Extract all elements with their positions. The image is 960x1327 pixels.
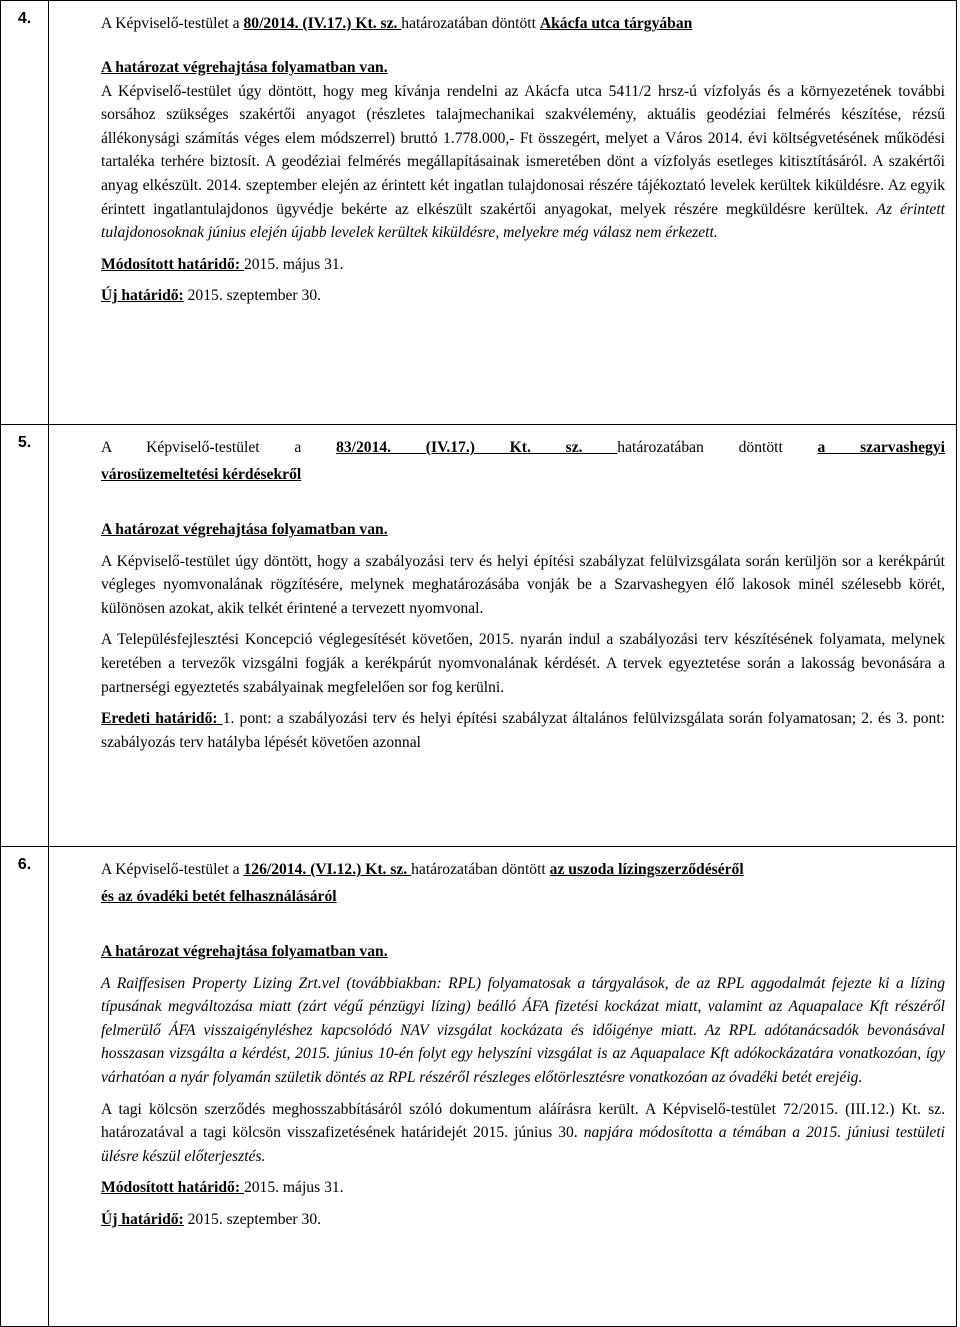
- body-paragraph: A Településfejlesztési Koncepció véglegesítését követően, 2015. nyarán indul a szabályozási terv készítésének folyamata, melynek keretében a tervezők vizsgálni fogják a kerékpárút nyomvonalának kérdését. A tervek egyeztetése során a lakosság bevonására a partnerségi egyeztetés szabályainak megfelelően sor fog kerülni.: [101, 631, 945, 696]
- item-content: [49, 1, 957, 425]
- status-line: A határozat végrehajtása folyamatban van.: [101, 943, 388, 960]
- body-text: A Képviselő-testület úgy döntött, hogy meg kívánja rendelni az Akácfa utca 5411/2 hrsz-ú vízfolyás és a környezetének további sorsához szükséges szakértői anyagot (részletes talajmechanikai szakvélemény, aktuális geodéziai felmérés készítése, rézsű állékonysági számítás véges elem módszerrel) bruttó 1.778.000,- Ft összegért, melyet a Város 2014. évi költségvetésének működési tartaléka terhére biztosít. A geodéziai felmérés megállapításainak ismeretében dönt a vízfolyás esetleges kitisztításáról. A szakértői anyag elkészült. 2014. szeptember elején az érintett két ingatlan tulajdonosai részére tájékoztató levelek kerültek kiküldésre. Az egyik érintett ingatlantulajdonos ügyvédje bekérte az elkészült szakértői anyagokat, melyek részére megküldésre kerültek.: [101, 82, 945, 218]
- item-heading: [101, 856, 945, 883]
- deadline-value: 2015. május 31.: [243, 1179, 344, 1197]
- original-deadline: [101, 707, 945, 754]
- deadline-value: 2015. szeptember 30.: [183, 1210, 322, 1228]
- heading-subject: az uszoda lízingszerződéséről: [549, 861, 744, 878]
- heading-subject-cont: és az óvadéki betét felhasználásáról: [101, 888, 337, 905]
- deadline-value: 2015. szeptember 30.: [183, 287, 322, 305]
- item-row: [1, 847, 957, 1327]
- resolution-ref: 83/2014. (IV.17.) Kt. sz.: [336, 439, 618, 456]
- status-line: A határozat végrehajtása folyamatban van.: [101, 59, 388, 76]
- item-content: [49, 847, 957, 1327]
- resolution-ref: 126/2014. (VI.12.) Kt. sz.: [243, 861, 412, 878]
- body-paragraph: [101, 1098, 945, 1169]
- deadline-value: 2015. május 31.: [243, 255, 344, 273]
- body-text: A tagi kölcsön szerződés meghosszabbításáról szóló dokumentum aláírásra került. A Képviselő-testület 72/2015. (III.12.) Kt. sz. határozatával a tagi kölcsön visszafizetésének határidejét 2015. június 30.: [101, 1100, 945, 1142]
- item-row: [1, 425, 957, 847]
- body-paragraph: A Képviselő-testület úgy döntött, hogy a szabályozási terv és helyi építési szabályzat felülvizsgálata során kerüljön sor a kerékpárút végleges nyomvonalának rögzítésére, melynek meghatározásába vonják be a Szarvashegyen élő lakosok minél szélesebb körét, különösen azokat, akik telkét érintené a tervezett nyomvonal.: [101, 552, 945, 617]
- item-heading: [101, 434, 945, 461]
- body-paragraph: [101, 80, 945, 245]
- modified-deadline: [101, 1176, 945, 1200]
- heading-mid: határozatában döntött: [411, 861, 550, 878]
- heading-mid: határozatában döntött: [617, 439, 818, 456]
- item-number: 6.: [1, 847, 49, 1327]
- heading-prefix: A Képviselő-testület a: [101, 15, 244, 32]
- heading-mid: határozatában döntött: [401, 15, 540, 32]
- heading-prefix: A Képviselő-testület a: [101, 861, 244, 878]
- heading-subject-cont: városüzemeltetési kérdésekről: [101, 466, 302, 483]
- body-italic-text: napjára módosította a témában a 2015. júniusi testületi ülésre készül előterjesztés.: [101, 1124, 945, 1165]
- deadline-label: Új határidő:: [101, 287, 184, 305]
- deadline-label: Módosított határidő:: [101, 1179, 244, 1197]
- item-number: 5.: [1, 425, 49, 847]
- modified-deadline: [101, 253, 945, 277]
- body-paragraph: A Raiffesisen Property Lizing Zrt.vel (továbbiakban: RPL) folyamatosak a tárgyalások, de az RPL aggodalmát fejezte ki a lízing típusának megváltozása miatt (zárt végű pénzügyi lízing) beálló ÁFA fizetési kockázat miatt, valamint az Aquapalace Kft részéről felmerülő ÁFA visszaigényléshez kapcsolódó NAV vizsgálat kockázata és időigénye miatt. Az RPL adótanácsadók bevonásával hosszasan vizsgálta a kérdést, 2015. június 10-én folyt egy helyszíni vizsgálat is az Aquapalace Kft adókockázatára vonatkozóan, így várhatóan a nyár folyamán születik döntés az RPL részéről részleges előtörlesztésre vonatkozóan az óvadéki betét erejéig.: [101, 974, 945, 1086]
- item-heading: [101, 10, 945, 37]
- status-line: A határozat végrehajtása folyamatban van.: [101, 521, 388, 538]
- resolution-ref: 80/2014. (IV.17.) Kt. sz.: [243, 15, 402, 32]
- heading-prefix: A Képviselő-testület a: [101, 439, 337, 456]
- heading-subject: Akácfa utca tárgyában: [539, 15, 693, 32]
- item-number: 4.: [1, 1, 49, 425]
- deadline-label: Új határidő:: [101, 1210, 184, 1228]
- deadline-label: Eredeti határidő:: [101, 710, 223, 728]
- deadline-value: 1. pont: a szabályozási terv és helyi építési szabályzat általános felülvizsgálata során folyamatosan; 2. és 3. pont: szabályozás terv hatályba lépését követően azonnal: [101, 710, 945, 751]
- new-deadline: [101, 284, 945, 308]
- deadline-label: Módosított határidő:: [101, 255, 244, 273]
- item-content: [49, 425, 957, 847]
- new-deadline: [101, 1208, 945, 1232]
- heading-subject: a szarvashegyi: [817, 439, 945, 456]
- body-italic-text: Az érintett tulajdonosoknak június elején újabb levelek kerültek kiküldésre, melyekre még válasz nem érkezett.: [101, 200, 946, 242]
- item-row: [1, 1, 957, 425]
